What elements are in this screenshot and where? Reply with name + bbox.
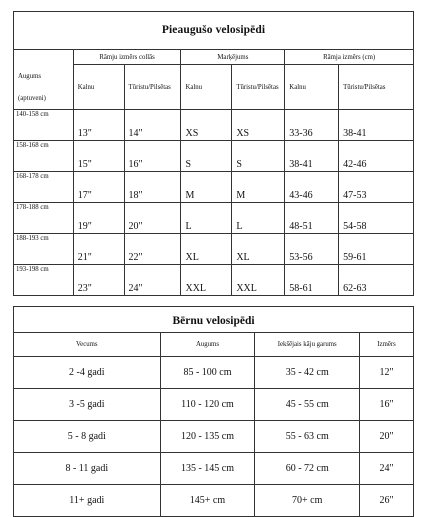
table-cell: 70+ cm	[255, 485, 360, 517]
table-cell: 13"	[73, 110, 124, 141]
table-cell: XS	[232, 110, 285, 141]
table-cell: 120 - 135 cm	[160, 421, 255, 453]
table-cell: 12"	[360, 357, 414, 389]
height-cell: 158-168 cm	[14, 141, 74, 172]
height-cell: 188-193 cm	[14, 234, 74, 265]
kids-header-row	[14, 333, 414, 357]
table-cell: 20"	[360, 421, 414, 453]
table-cell: 14"	[124, 110, 181, 141]
table-cell: 17"	[73, 172, 124, 203]
table-row	[14, 389, 414, 421]
table-cell: 8 - 11 gadi	[14, 453, 161, 485]
sub-header: Kalnu	[73, 65, 124, 110]
height-label: Augums	[18, 73, 42, 80]
header-size: Izmērs	[360, 333, 414, 357]
table-cell: 23"	[73, 265, 124, 296]
table-row	[14, 357, 414, 389]
table-cell: 53-56	[285, 234, 339, 265]
table-cell: XXL	[181, 265, 232, 296]
height-label-approx: (aptuveni)	[18, 95, 46, 102]
table-cell: M	[232, 172, 285, 203]
table-cell: XL	[181, 234, 232, 265]
table-cell: 62-63	[339, 265, 414, 296]
table-cell: 5 - 8 gadi	[14, 421, 161, 453]
table-cell: 33-36	[285, 110, 339, 141]
table-cell: 18"	[124, 172, 181, 203]
table-row	[14, 453, 414, 485]
height-cell: 140-158 cm	[14, 110, 74, 141]
table-cell: 3 -5 gadi	[14, 389, 161, 421]
table-cell: 58-61	[285, 265, 339, 296]
table-cell: XL	[232, 234, 285, 265]
sub-header: Tūristu/Pilsētas	[124, 65, 181, 110]
table-row	[14, 485, 414, 517]
kids-size-table	[13, 306, 414, 517]
table-row	[14, 203, 414, 234]
table-cell: 110 - 120 cm	[160, 389, 255, 421]
table-cell: 35 - 42 cm	[255, 357, 360, 389]
table-cell: 16"	[124, 141, 181, 172]
table-cell: 145+ cm	[160, 485, 255, 517]
table-cell: 55 - 63 cm	[255, 421, 360, 453]
kids-table-title-cell	[14, 307, 414, 333]
table-cell: 15"	[73, 141, 124, 172]
table-cell: 59-61	[339, 234, 414, 265]
table-cell: 85 - 100 cm	[160, 357, 255, 389]
table-cell: S	[232, 141, 285, 172]
sub-header: Tūristu/Pilsētas	[232, 65, 285, 110]
table-row	[14, 265, 414, 296]
group-header-frame-inches: Rāmju izmērs collās	[73, 50, 181, 65]
header-inseam: Iekšējais kāju garums	[255, 333, 360, 357]
table-cell: XXL	[232, 265, 285, 296]
sub-header: Kalnu	[181, 65, 232, 110]
adult-size-table	[13, 11, 414, 296]
sub-header: Kalnu	[285, 65, 339, 110]
header-height: Augums	[160, 333, 255, 357]
table-cell: 24"	[360, 453, 414, 485]
table-row	[14, 421, 414, 453]
table-cell: 38-41	[285, 141, 339, 172]
table-cell: XS	[181, 110, 232, 141]
height-cell: 178-188 cm	[14, 203, 74, 234]
table-row	[14, 141, 414, 172]
table-cell: 2 -4 gadi	[14, 357, 161, 389]
adult-table-title-cell	[14, 12, 414, 50]
table-cell: 21"	[73, 234, 124, 265]
table-cell: 24"	[124, 265, 181, 296]
sub-header: Tūristu/Pilsētas	[339, 65, 414, 110]
table-cell: 54-58	[339, 203, 414, 234]
table-cell: 11+ gadi	[14, 485, 161, 517]
table-cell: 48-51	[285, 203, 339, 234]
group-header-marking: Marķējums	[181, 50, 285, 65]
table-cell: 22"	[124, 234, 181, 265]
table-cell: M	[181, 172, 232, 203]
table-cell: 20"	[124, 203, 181, 234]
table-row	[14, 172, 414, 203]
adult-table-title: Pieaugušo velosipēdi	[161, 24, 266, 36]
height-cell: 168-178 cm	[14, 172, 74, 203]
table-cell: 60 - 72 cm	[255, 453, 360, 485]
table-cell: 26"	[360, 485, 414, 517]
group-header-frame-cm: Rāmja izmērs (cm)	[285, 50, 414, 65]
header-age: Vecums	[14, 333, 161, 357]
table-cell: 43-46	[285, 172, 339, 203]
table-cell: 45 - 55 cm	[255, 389, 360, 421]
table-cell: L	[181, 203, 232, 234]
height-column-header	[14, 50, 74, 110]
table-row	[14, 110, 414, 141]
table-cell: 19"	[73, 203, 124, 234]
table-cell: 47-53	[339, 172, 414, 203]
table-row	[14, 234, 414, 265]
height-cell: 193-198 cm	[14, 265, 74, 296]
table-cell: 16"	[360, 389, 414, 421]
kids-table-title: Bērnu velosipēdi	[172, 314, 255, 327]
table-cell: L	[232, 203, 285, 234]
table-cell: 135 - 145 cm	[160, 453, 255, 485]
table-cell: 42-46	[339, 141, 414, 172]
table-cell: 38-41	[339, 110, 414, 141]
table-cell: S	[181, 141, 232, 172]
